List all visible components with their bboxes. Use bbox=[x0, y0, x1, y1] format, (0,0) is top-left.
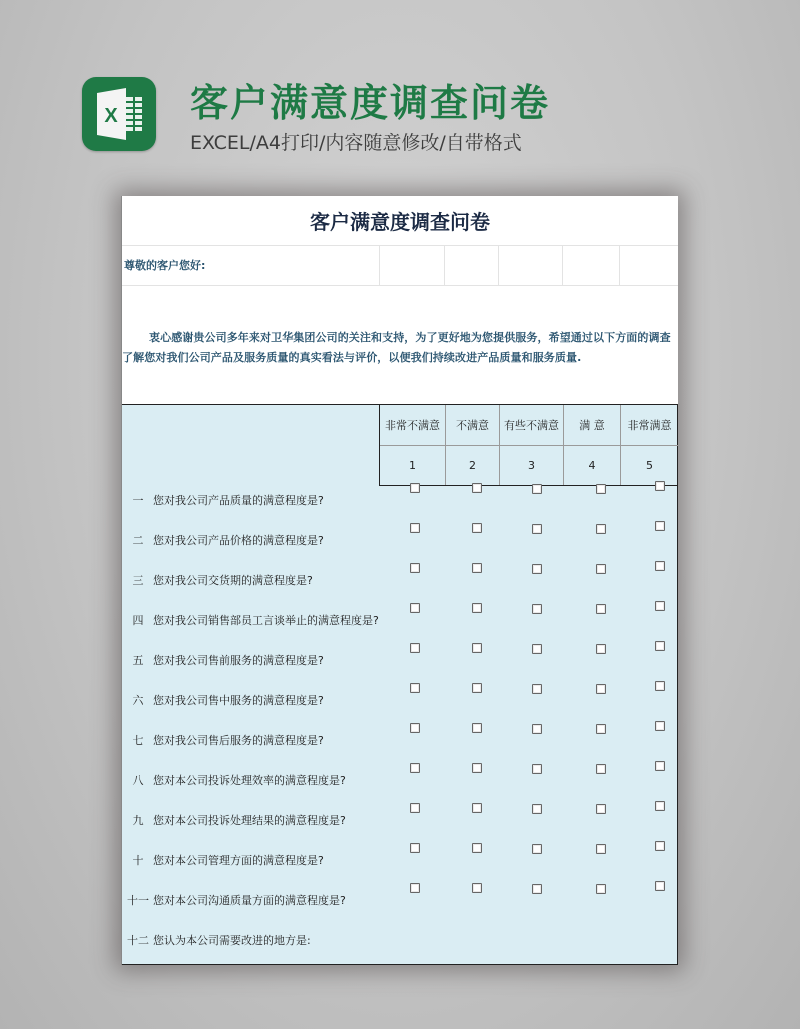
rating-checkbox-4[interactable] bbox=[596, 804, 606, 814]
scale-label: 满 意 bbox=[563, 405, 620, 445]
rating-checkbox-5[interactable] bbox=[655, 521, 665, 531]
rating-checkbox-5[interactable] bbox=[655, 681, 665, 691]
question-row bbox=[122, 774, 677, 817]
question-row bbox=[122, 854, 677, 897]
question-text: 您对我公司产品价格的满意程度是? bbox=[153, 534, 324, 547]
rating-checkbox-3[interactable] bbox=[532, 644, 542, 654]
rating-checkbox-5[interactable] bbox=[655, 561, 665, 571]
rating-checkbox-1[interactable] bbox=[410, 763, 420, 773]
question-number: 一 bbox=[132, 494, 144, 507]
question-text: 您对我公司售中服务的满意程度是? bbox=[153, 694, 324, 707]
rating-checkbox-4[interactable] bbox=[596, 764, 606, 774]
rating-checkbox-5[interactable] bbox=[655, 881, 665, 891]
rating-checkbox-1[interactable] bbox=[410, 643, 420, 653]
question-number: 二 bbox=[132, 534, 144, 547]
question-number: 十 bbox=[132, 854, 144, 867]
question-row bbox=[122, 574, 677, 617]
question-text: 您对本公司管理方面的满意程度是? bbox=[153, 854, 324, 867]
rating-checkbox-5[interactable] bbox=[655, 801, 665, 811]
scale-label: 不满意 bbox=[445, 405, 499, 445]
excel-icon bbox=[82, 77, 156, 151]
rating-checkbox-2[interactable] bbox=[472, 843, 482, 853]
svg-text:X: X bbox=[104, 105, 118, 127]
rating-checkbox-2[interactable] bbox=[472, 683, 482, 693]
rating-checkbox-1[interactable] bbox=[410, 523, 420, 533]
rating-checkbox-1[interactable] bbox=[410, 843, 420, 853]
rating-checkbox-1[interactable] bbox=[410, 483, 420, 493]
question-number: 五 bbox=[132, 654, 144, 667]
question-text: 您对我公司销售部员工言谈举止的满意程度是? bbox=[153, 614, 379, 627]
question-row bbox=[122, 814, 677, 857]
rating-checkbox-4[interactable] bbox=[596, 564, 606, 574]
question-text: 您对本公司投诉处理结果的满意程度是? bbox=[153, 814, 346, 827]
question-number: 六 bbox=[132, 694, 144, 707]
scale-value: 2 bbox=[445, 445, 499, 485]
rating-checkbox-4[interactable] bbox=[596, 684, 606, 694]
rating-checkbox-2[interactable] bbox=[472, 483, 482, 493]
rating-scale-header bbox=[379, 405, 678, 486]
rating-checkbox-2[interactable] bbox=[472, 883, 482, 893]
rating-checkbox-1[interactable] bbox=[410, 883, 420, 893]
rating-checkbox-2[interactable] bbox=[472, 763, 482, 773]
question-number: 三 bbox=[132, 574, 144, 587]
rating-checkbox-5[interactable] bbox=[655, 481, 665, 491]
rating-checkbox-4[interactable] bbox=[596, 644, 606, 654]
scale-value: 1 bbox=[380, 445, 445, 485]
rating-checkbox-3[interactable] bbox=[532, 604, 542, 614]
rating-checkbox-3[interactable] bbox=[532, 884, 542, 894]
rating-checkbox-3[interactable] bbox=[532, 844, 542, 854]
scale-value: 4 bbox=[563, 445, 620, 485]
banner-subtitle: EXCEL/A4打印/内容随意修改/自带格式 bbox=[190, 132, 522, 154]
scale-label: 非常不满意 bbox=[385, 419, 440, 432]
question-row bbox=[122, 694, 677, 737]
question-text: 您认为本公司需要改进的地方是: bbox=[153, 934, 311, 947]
rating-checkbox-5[interactable] bbox=[655, 641, 665, 651]
survey-table bbox=[122, 404, 678, 965]
rating-checkbox-1[interactable] bbox=[410, 803, 420, 813]
rating-checkbox-5[interactable] bbox=[655, 761, 665, 771]
rating-checkbox-1[interactable] bbox=[410, 723, 420, 733]
survey-sheet bbox=[121, 196, 678, 965]
rating-checkbox-3[interactable] bbox=[532, 524, 542, 534]
rating-checkbox-4[interactable] bbox=[596, 724, 606, 734]
question-row bbox=[122, 934, 677, 977]
question-text: 您对本公司投诉处理效率的满意程度是? bbox=[153, 774, 346, 787]
question-number: 十二 bbox=[127, 934, 149, 947]
question-text: 您对我公司售后服务的满意程度是? bbox=[153, 734, 324, 747]
question-number: 十一 bbox=[127, 894, 149, 907]
rating-checkbox-4[interactable] bbox=[596, 524, 606, 534]
banner-title: 客户满意度调查问卷 bbox=[190, 81, 551, 125]
rating-checkbox-2[interactable] bbox=[472, 803, 482, 813]
rating-checkbox-3[interactable] bbox=[532, 804, 542, 814]
scale-label: 有些不满意 bbox=[499, 405, 563, 445]
rating-checkbox-2[interactable] bbox=[472, 643, 482, 653]
rating-checkbox-3[interactable] bbox=[532, 684, 542, 694]
question-row bbox=[122, 614, 677, 657]
intro-paragraph: 衷心感谢贵公司多年来对卫华集团公司的关注和支持，为了更好地为您提供服务，希望通过以下方面的调查了解您对我们公司产品及服务质量的真实看法与评价，以便我们持续改进产品质量和服务质量. bbox=[122, 331, 671, 364]
empty-cell bbox=[498, 246, 562, 286]
rating-checkbox-2[interactable] bbox=[472, 603, 482, 613]
question-number: 九 bbox=[132, 814, 144, 827]
rating-checkbox-2[interactable] bbox=[472, 723, 482, 733]
rating-checkbox-3[interactable] bbox=[532, 564, 542, 574]
question-row bbox=[122, 494, 677, 537]
question-number: 八 bbox=[132, 774, 144, 787]
question-text: 您对本公司沟通质量方面的满意程度是? bbox=[153, 894, 346, 907]
rating-checkbox-2[interactable] bbox=[472, 523, 482, 533]
rating-checkbox-3[interactable] bbox=[532, 484, 542, 494]
rating-checkbox-2[interactable] bbox=[472, 563, 482, 573]
empty-cell bbox=[562, 246, 619, 286]
rating-checkbox-5[interactable] bbox=[655, 841, 665, 851]
rating-checkbox-4[interactable] bbox=[596, 884, 606, 894]
empty-cell bbox=[444, 246, 498, 286]
question-text: 您对我公司售前服务的满意程度是? bbox=[153, 654, 324, 667]
rating-checkbox-3[interactable] bbox=[532, 724, 542, 734]
question-row bbox=[122, 894, 677, 937]
greeting-label: 尊敬的客户您好: bbox=[124, 259, 206, 272]
question-number: 四 bbox=[132, 614, 144, 627]
rating-checkbox-1[interactable] bbox=[410, 603, 420, 613]
question-row bbox=[122, 734, 677, 777]
greeting-row bbox=[122, 246, 678, 286]
scale-value: 5 bbox=[620, 445, 678, 485]
sheet-title: 客户满意度调查问卷 bbox=[122, 196, 678, 246]
question-row bbox=[122, 654, 677, 697]
rating-checkbox-5[interactable] bbox=[655, 601, 665, 611]
question-row bbox=[122, 534, 677, 577]
rating-checkbox-4[interactable] bbox=[596, 844, 606, 854]
question-text: 您对我公司交货期的满意程度是? bbox=[153, 574, 313, 587]
rating-checkbox-1[interactable] bbox=[410, 563, 420, 573]
empty-cell bbox=[379, 246, 444, 286]
rating-checkbox-4[interactable] bbox=[596, 484, 606, 494]
rating-checkbox-5[interactable] bbox=[655, 721, 665, 731]
rating-checkbox-1[interactable] bbox=[410, 683, 420, 693]
question-text: 您对我公司产品质量的满意程度是? bbox=[153, 494, 324, 507]
scale-label: 非常满意 bbox=[620, 405, 678, 445]
rating-checkbox-3[interactable] bbox=[532, 764, 542, 774]
question-number: 七 bbox=[132, 734, 144, 747]
scale-value: 3 bbox=[499, 445, 563, 485]
empty-cell bbox=[619, 246, 678, 286]
rating-checkbox-4[interactable] bbox=[596, 604, 606, 614]
